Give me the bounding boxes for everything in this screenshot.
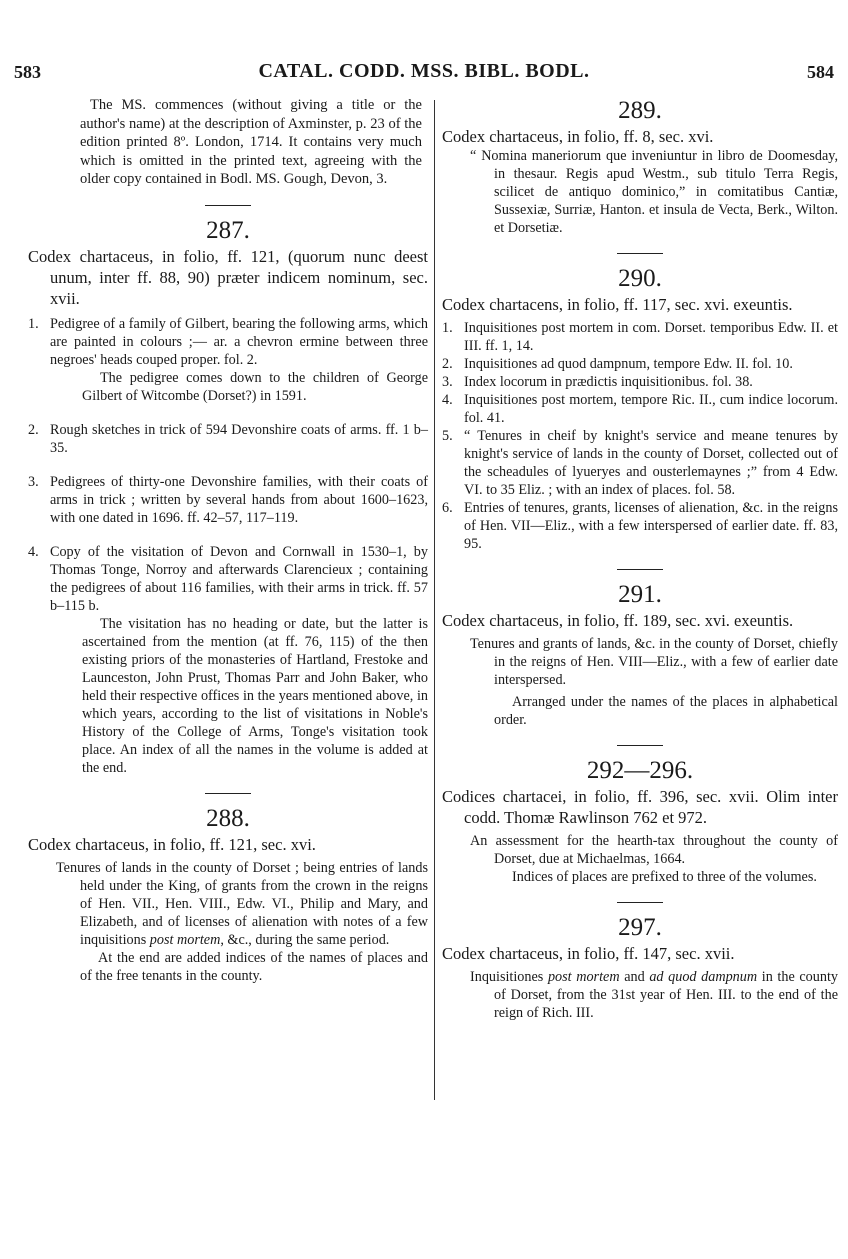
entry-number: 287. — [206, 216, 250, 244]
column-rule — [434, 100, 435, 1100]
item-number: 2. — [28, 421, 39, 438]
list-item — [28, 543, 428, 615]
entry-description: “ Nomina maneriorum que inveniuntur in libro de Doomesday, in thesaur. Regis apud Westm., sub titulo Terra Regis, scilicet de antiquo dominico,” in comitatibus Cantiæ, Sussexiæ, Surriæ, Hanton. et insula de Vecta, Berk., Wilton. et Dorsetiæ. — [470, 148, 838, 236]
list-item — [442, 373, 838, 391]
entry-number: 292—296. — [586, 757, 694, 784]
entry-heading: Codex chartacens, in folio, ff. 117, sec. xvi. exeuntis. — [442, 295, 793, 314]
entry-heading: Codex chartaceus, in folio, ff. 147, sec. xvii. — [442, 944, 735, 963]
entry-number: 297. — [618, 914, 662, 941]
list-item — [442, 427, 838, 499]
item-text: “ Tenures in cheif by knight's service and meane tenures by knight's service of lands in the county of Dorset, collected out of the scheadules of lyueryes and ousterlemaynes ;” from 4 Edw. VI. to 35 Eliz. ; with an index of places. fol. 58. — [464, 428, 838, 498]
item-text: Pedigrees of thirty-one Devonshire families, with their coats of arms in trick ; written by several hands from about 1600–1623, with one dated in 1696. ff. 42–57, 117–119. — [50, 473, 428, 526]
list-item — [28, 473, 428, 527]
running-head: CATAL. CODD. MSS. BIBL. BODL. — [258, 60, 590, 82]
list-item — [442, 391, 838, 427]
entry-291 — [442, 580, 838, 729]
item-text: Pedigree of a family of Gilbert, bearing the following arms, which are painted in colours ;— ar. a chevron ermine between three negroes' heads couped proper. fol. 2. — [50, 315, 428, 368]
entry-heading: Codex chartaceus, in folio, ff. 189, sec. xvi. exeuntis. — [442, 611, 794, 630]
entry-heading: Codex chartaceus, in folio, ff. 8, sec. xvi. — [442, 127, 714, 146]
item-text: Copy of the visitation of Devon and Cornwall in 1530–1, by Thomas Tonge, Norroy and afterwards Clarencieux ; containing the pedigrees of about 116 families, with their arms in trick. ff. 57 b–115 b. — [50, 543, 428, 614]
entry-note: At the end are added indices of the names of places and of the free tenants in the county. — [80, 949, 428, 984]
item-note: The pedigree comes down to the children of George Gilbert of Witcombe (Dorset?) in 1591. — [82, 369, 428, 404]
entry-290 — [442, 264, 838, 553]
item-text: Entries of tenures, grants, licenses of alienation, &c. in the reigns of Hen. VII—Eliz., with a few interspersed of earlier date. ff. 83, 95. — [464, 500, 838, 552]
item-number: 4. — [442, 392, 453, 408]
list-item — [442, 319, 838, 355]
item-note: The visitation has no heading or date, but the latter is ascertained from the mention (at ff. 76, 115) of the then existing priors of the monasteries of Hartland, Frestoke and Launceston, John Prust, Thomas Parr and John Baker, who held their respective offices in the years mentioned above, in which years, according to the list of visitations in Noble's History of the College of Arms, Tonge's visitation took place. An index of all the names in the volume is added at the end. — [82, 615, 428, 776]
item-number: 4. — [28, 543, 39, 560]
list-item — [28, 315, 428, 369]
item-text: Inquisitiones post mortem in com. Dorset. temporibus Edw. II. et III. ff. 1, 14. — [464, 320, 838, 354]
page-number-right: 584 — [807, 62, 834, 82]
item-text: Index locorum in prædictis inquisitionibus. fol. 38. — [464, 374, 753, 390]
entry-heading: Codex chartaceus, in folio, ff. 121, (quorum nunc deest unum, inter ff. 88, 90) præter indicem nominum, sec. xvii. — [28, 246, 428, 308]
entry-description: An assessment for the hearth-tax throughout the county of Dorset, due at Michaelmas, 1664. — [470, 833, 838, 867]
item-text: Inquisitiones post mortem, tempore Ric. II., cum indice locorum. fol. 41. — [464, 392, 838, 426]
entry-number: 291. — [618, 581, 662, 608]
entry-number: 288. — [206, 804, 250, 832]
item-number: 2. — [442, 356, 453, 372]
entry-292-296 — [442, 756, 838, 886]
item-number: 6. — [442, 500, 453, 516]
entry-note: Arranged under the names of the places in alphabetical order. — [494, 694, 838, 728]
entry-heading: Codices chartacei, in folio, ff. 396, sec. xvii. Olim inter codd. Thomæ Rawlinson 762 et 972. — [442, 787, 838, 827]
entry-297 — [442, 913, 838, 1022]
left-column — [28, 96, 428, 985]
entry-289 — [442, 96, 838, 237]
page-number-left: 583 — [14, 62, 41, 82]
entry-287 — [28, 216, 428, 777]
item-number: 1. — [442, 320, 453, 336]
entry-288 — [28, 804, 428, 985]
item-text: Inquisitiones ad quod dampnum, tempore Edw. II. fol. 10. — [464, 356, 793, 372]
item-number: 3. — [442, 374, 453, 390]
entry-number: 289. — [618, 97, 662, 124]
continuation-text: The MS. commences (without giving a title or the author's name) at the description of Axminster, p. 23 of the edition printed 8º. London, 1714. It contains very much which is omitted in the printed text, agreeing with the older copy contained in Bodl. MS. Gough, Devon, 3. — [80, 97, 422, 187]
right-column — [442, 96, 838, 1022]
item-text: Rough sketches in trick of 594 Devonshire coats of arms. ff. 1 b–35. — [50, 421, 428, 456]
entry-number: 290. — [618, 265, 662, 292]
entry-description: Tenures of lands in the county of Dorset ; being entries of lands held under the King, of grants from the crown in the reigns of Hen. VII., Hen. VIII., Edw. VI., Philip and Mary, and Elizabeth, and of licenses of alienation with notes of a few inquisitions post mortem, &c., during the same period. — [56, 859, 428, 948]
list-item — [28, 421, 428, 457]
item-number: 5. — [442, 428, 453, 444]
entry-description: Inquisitiones post mortem and ad quod dampnum in the county of Dorset, from the 31st year of Hen. III. to the end of the reign of Rich. III. — [470, 969, 838, 1021]
entry-heading: Codex chartaceus, in folio, ff. 121, sec. xvi. — [28, 834, 316, 854]
entry-description: Tenures and grants of lands, &c. in the county of Dorset, chiefly in the reigns of Hen. VIII—Eliz., with a few of earlier date interspersed. — [470, 636, 838, 688]
list-item — [442, 355, 838, 373]
list-item — [442, 499, 838, 553]
item-number: 3. — [28, 473, 39, 490]
item-number: 1. — [28, 315, 39, 332]
entry-note: Indices of places are prefixed to three of the volumes. — [512, 869, 817, 885]
